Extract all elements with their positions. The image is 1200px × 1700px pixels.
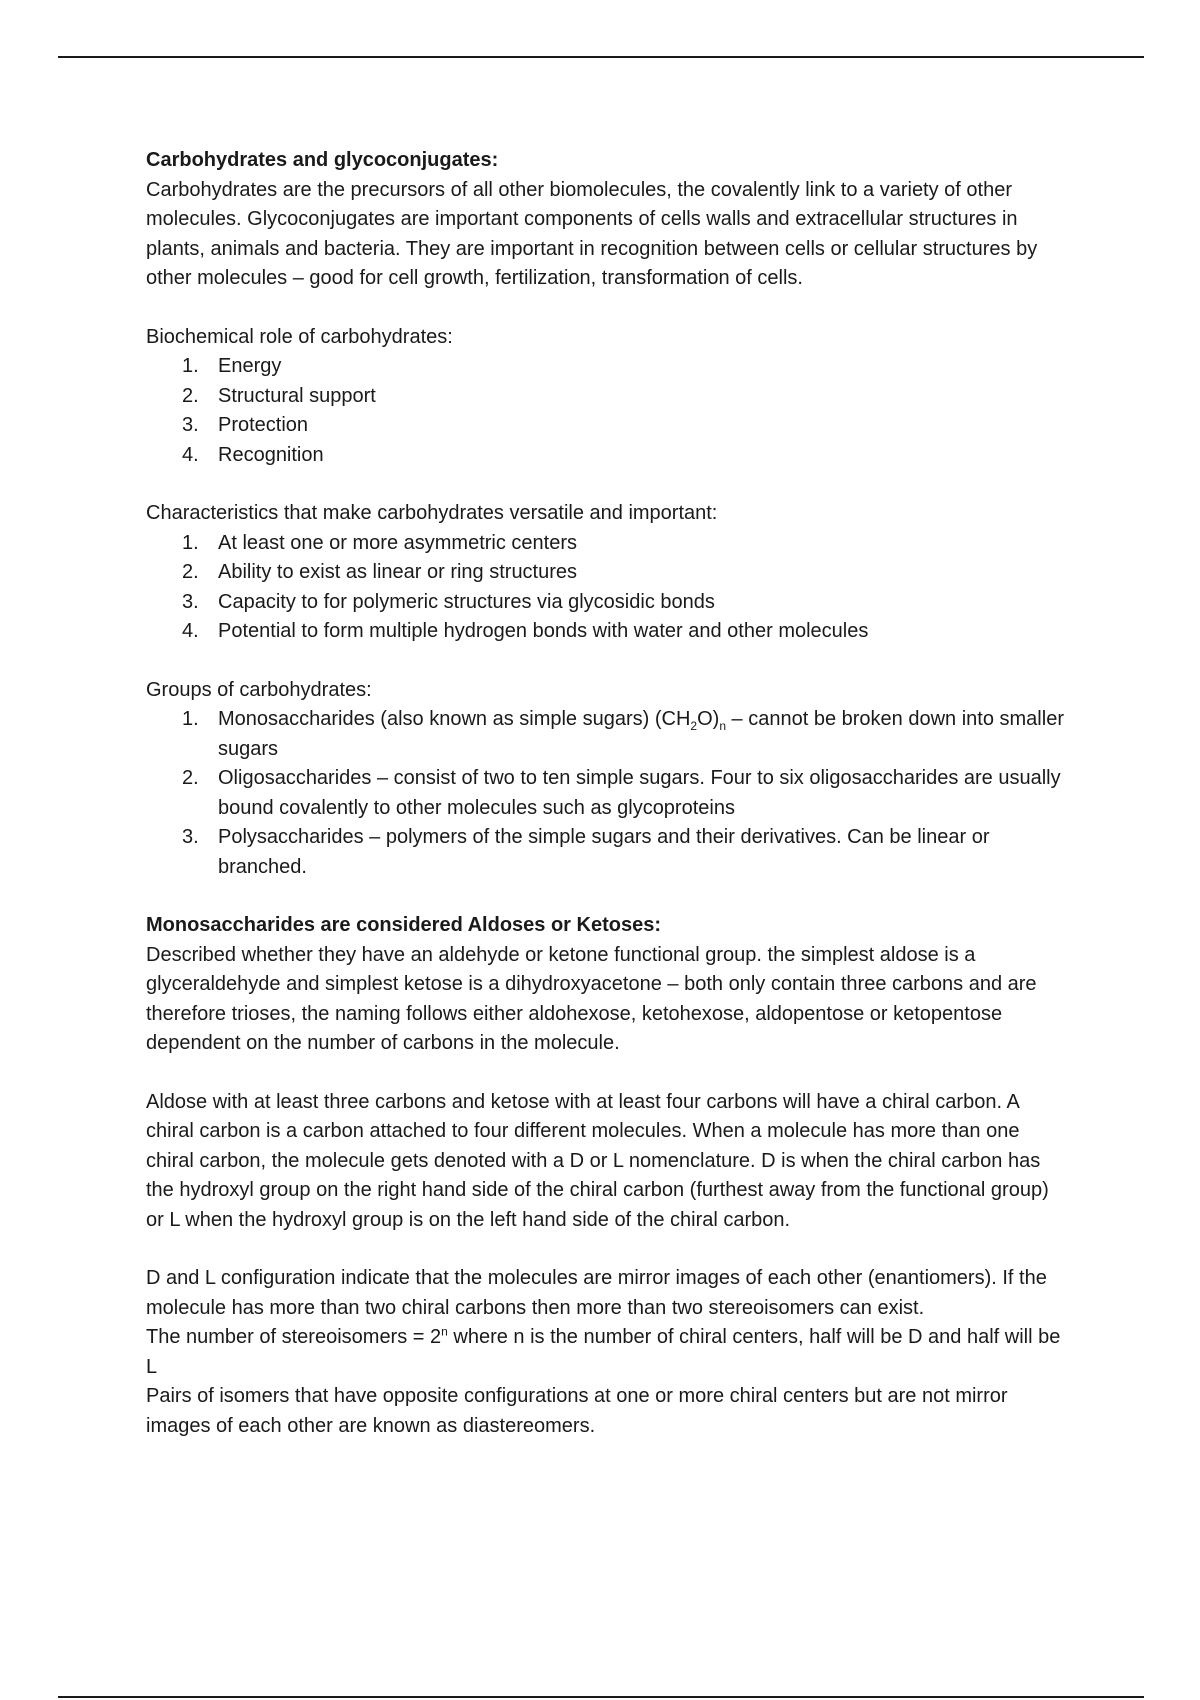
section-heading-carbohydrates: Carbohydrates and glycoconjugates: — [146, 149, 499, 171]
list-item: 2. Oligosaccharides – consist of two to ten simple sugars. Four to six oligosaccharides are usually bound covalently to other molecules such as glycoproteins — [182, 767, 1061, 819]
characteristics-list — [146, 529, 1066, 647]
list-item: 4. Potential to form multiple hydrogen bonds with water and other molecules — [182, 620, 869, 642]
characteristics-intro: Characteristics that make carbohydrates versatile and important: — [146, 502, 718, 524]
top-rule — [58, 56, 1144, 58]
list-item: 4. Recognition — [182, 443, 324, 466]
groups-intro: Groups of carbohydrates: — [146, 678, 372, 701]
roles-intro: Biochemical role of carbohydrates: — [146, 325, 453, 348]
list-item: 1. At least one or more asymmetric centers — [182, 531, 578, 554]
paragraph-stereoisomer-count: The number of stereoisomers = $2^n$ where n is the number of chiral centers, half will be D and half will be L — [146, 1324, 1061, 1378]
list-item: 3. Polysaccharides – polymers of the simple sugars and their derivatives. Can be linear or branched. — [182, 826, 990, 878]
paragraph-chiral-carbon: Aldose with at least three carbons and ketose with at least four carbons will have a chiral carbon. A chiral carbon is a carbon attached to four different molecules. When a molecule has more than one chiral carbon, the molecule gets denoted with a D or L nomenclature. D is when the chiral carbon has the hydroxyl group on the right hand side of the chiral carbon (furthest away from the functional group) or L when the hydroxyl group is on the left hand side of the chiral carbon. — [146, 1090, 1049, 1231]
paragraph-carbohydrates-intro: Carbohydrates are the precursors of all other biomolecules, the covalently link to a variety of other molecules. Glycoconjugates are important components of cells walls and extracellular structures in plants, animals and bacteria. They are important in recognition between cells or cellular structures by other molecules – good for cell growth, fertilization, transformation of cells. — [146, 178, 1038, 289]
list-item: 2. Structural support — [182, 384, 376, 407]
paragraph-aldoses-ketoses: Described whether they have an aldehyde or ketone functional group. the simplest aldose is a glyceraldehyde and simplest ketose is a dihydroxyacetone – both only contain three carbons and are therefore trioses, the naming follows either aldohexose, ketohexose, aldopentose or ketopentose dependent on the number of carbons in the molecule. — [146, 943, 1037, 1054]
list-item: 1. Energy — [182, 355, 282, 377]
paragraph-d-l-configuration: D and L configuration indicate that the molecules are mirror images of each other (enantiomers). If the molecule has more than two chiral carbons then more than two stereoisomers can exist. — [146, 1267, 1047, 1319]
list-item: 3. Protection — [182, 414, 309, 436]
list-item: 1. Monosaccharides (also known as simple sugars) $(CH_2O)_n$ – cannot be broken down into smaller sugars — [182, 708, 1064, 760]
list-item: 2. Ability to exist as linear or ring structures — [182, 561, 578, 583]
section-heading-aldoses-ketoses: Monosaccharides are considered Aldoses or Ketoses: — [146, 914, 661, 936]
document-body — [146, 146, 1066, 1441]
list-item: 3. Capacity to for polymeric structures via glycosidic bonds — [182, 590, 715, 613]
groups-list — [146, 705, 1066, 882]
roles-list — [146, 352, 1066, 470]
paragraph-diastereomers: Pairs of isomers that have opposite configurations at one or more chiral centers but are not mirror images of each other are known as diastereomers. — [146, 1385, 1008, 1437]
bottom-rule — [58, 1696, 1144, 1698]
